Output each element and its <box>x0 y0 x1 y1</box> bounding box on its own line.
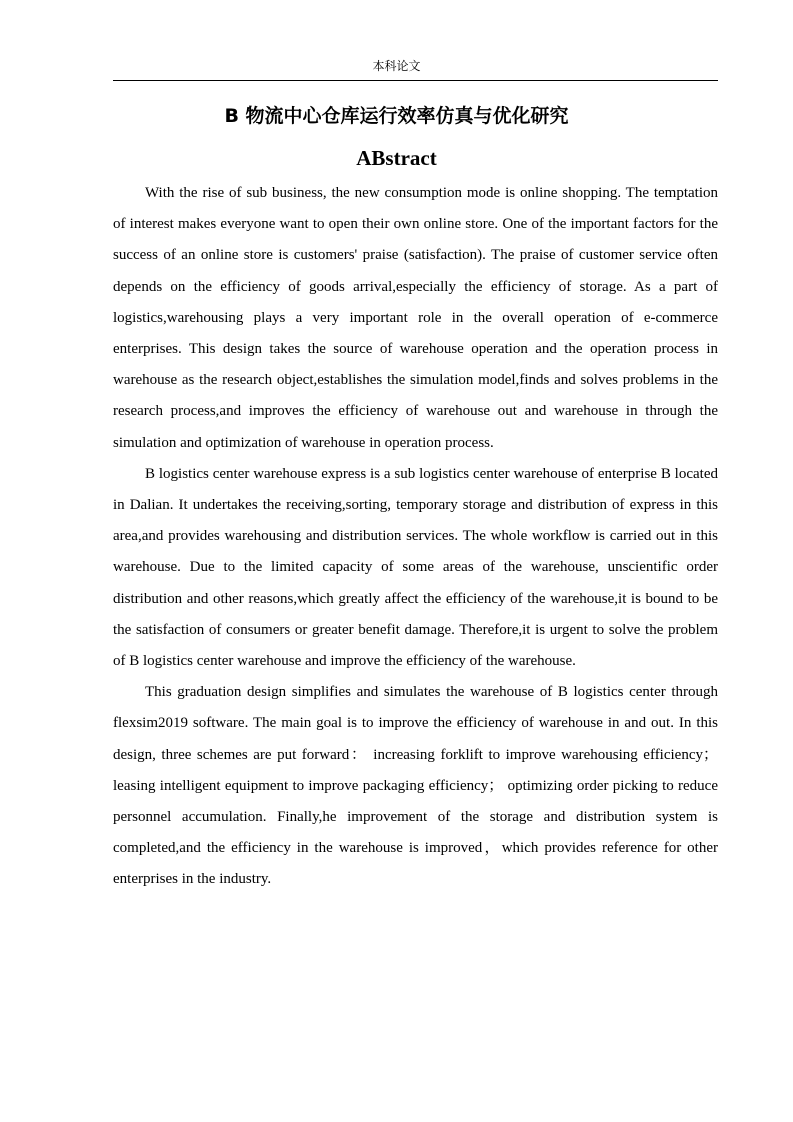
abstract-paragraph-2: B logistics center warehouse express is a sub logistics center warehouse of enterprise B located in Dalian. It undertakes the receiving,sorting, temporary storage and distribution of express in this area,and provides warehousing and distribution services. The whole workflow is carried out in this warehouse. Due to the limited capacity of some areas of the warehouse, unscientific order distribution and other reasons,which greatly affect the efficiency of the warehouse,it is bound to be the satisfaction of consumers or greater benefit damage. Therefore,it is urgent to solve the problem of B logistics center warehouse and improve the efficiency of the warehouse. <box>113 465 718 670</box>
thesis-title: B 物流中心仓库运行效率仿真与优化研究 <box>224 105 569 127</box>
page-header: 本科论文 <box>372 59 421 73</box>
header-divider <box>113 80 718 81</box>
abstract-paragraph-1: With the rise of sub business, the new consumption mode is online shopping. The temptation of interest makes everyone want to open their own online store. One of the important factors for the success of an online store is customers' praise (satisfaction). The praise of customer service often depends on the efficiency of goods arrival,especially the efficiency of storage. As a part of logistics,warehousing plays a very important role in the overall operation of e-commerce enterprises. This design takes the source of warehouse operation and the operation process in warehouse as the research object,establishes the simulation model,finds and solves problems in the research process,and improves the efficiency of warehouse out and warehouse in through the simulation and optimization of warehouse in operation process. <box>113 185 718 451</box>
abstract-paragraph-3: This graduation design simplifies and simulates the warehouse of B logistics center through flexsim2019 software. The main goal is to improve the efficiency of warehouse in and out. In this design, three schemes are put forward： increasing forklift to improve warehousing efficiency； leasing intelligent equipment to improve packaging efficiency； optimizing order picking to reduce personnel accumulation. Finally,he improvement of the storage and distribution system is completed,and the efficiency in the warehouse is improved，which provides reference for other enterprises in the industry. <box>113 684 718 888</box>
abstract-heading: ABstract <box>356 146 437 170</box>
abstract-body <box>113 178 718 896</box>
